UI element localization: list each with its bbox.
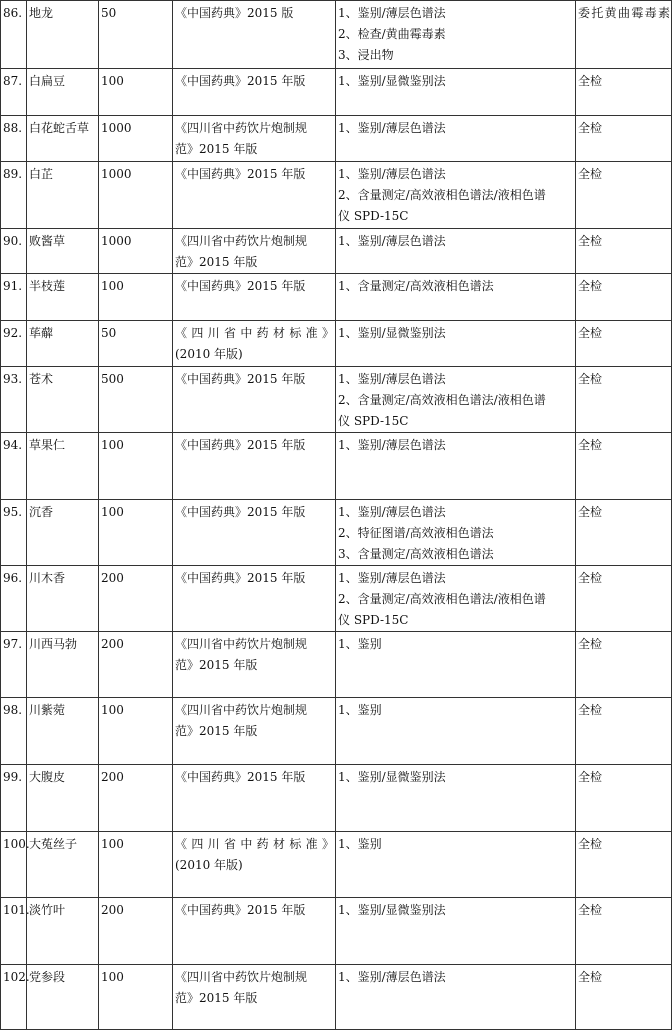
- row-number: 87.: [1, 69, 27, 116]
- row-number: 91.: [1, 274, 27, 321]
- row-number: 96.: [1, 566, 27, 632]
- table-row: [1, 433, 672, 500]
- table-row: [1, 965, 672, 1030]
- row-number: 88.: [1, 116, 27, 162]
- method-line: 仪 SPD-15C: [338, 414, 409, 428]
- table-body: [1, 1, 672, 1030]
- item-standard: [173, 566, 336, 632]
- standard-line: 《中国药典》2015 年版: [175, 167, 306, 181]
- testing-type: 全检: [576, 229, 672, 274]
- item-standard: [173, 367, 336, 433]
- standard-line: 范》2015 年版: [175, 142, 258, 156]
- standard-line: 《四川省中药饮片炮制规: [175, 637, 308, 651]
- item-methods: [336, 69, 576, 116]
- item-name: 川紫菀: [27, 698, 99, 765]
- testing-type: 全检: [576, 898, 672, 965]
- item-standard: [173, 116, 336, 162]
- standard-line: 《中国药典》2015 年版: [175, 74, 306, 88]
- table-row: [1, 274, 672, 321]
- item-methods: [336, 632, 576, 698]
- item-standard: [173, 69, 336, 116]
- standard-line: 《四川省中药材标准》: [175, 326, 334, 340]
- method-line: 2、检查/黄曲霉毒素: [338, 27, 446, 41]
- item-quantity: 100: [99, 274, 173, 321]
- testing-type: 全检: [576, 69, 672, 116]
- row-number: 94.: [1, 433, 27, 500]
- table-row: [1, 116, 672, 162]
- method-line: 2、含量测定/高效液相色谱法/液相色谱: [338, 592, 546, 606]
- item-methods: [336, 1, 576, 69]
- method-line: 1、鉴别/薄层色谱法: [338, 234, 446, 248]
- item-standard: [173, 1, 336, 69]
- item-standard: [173, 632, 336, 698]
- item-name: 地龙: [27, 1, 99, 69]
- item-quantity: 50: [99, 1, 173, 69]
- item-methods: [336, 162, 576, 229]
- testing-type-text: 委托黄曲霉毒素: [578, 6, 670, 20]
- item-name: 败酱草: [27, 229, 99, 274]
- item-standard: [173, 162, 336, 229]
- testing-type: 全检: [576, 433, 672, 500]
- item-methods: [336, 367, 576, 433]
- item-quantity: 100: [99, 500, 173, 566]
- row-number: 86.: [1, 1, 27, 69]
- item-name: 大腹皮: [27, 765, 99, 832]
- item-name: 白芷: [27, 162, 99, 229]
- row-number: 98.: [1, 698, 27, 765]
- standard-line: 《四川省中药饮片炮制规: [175, 121, 308, 135]
- item-quantity: 100: [99, 698, 173, 765]
- testing-type: [576, 1, 672, 69]
- item-standard: [173, 321, 336, 367]
- item-quantity: 100: [99, 965, 173, 1030]
- testing-type: 全检: [576, 832, 672, 898]
- method-line: 2、特征图谱/高效液相色谱法: [338, 526, 494, 540]
- method-line: 1、鉴别: [338, 703, 382, 717]
- item-standard: [173, 433, 336, 500]
- standard-line: 《四川省中药材标准》: [175, 837, 334, 851]
- item-methods: [336, 566, 576, 632]
- standard-line: 范》2015 年版: [175, 724, 258, 738]
- table-row: [1, 1, 672, 69]
- method-line: 1、鉴别/显微鉴别法: [338, 903, 446, 917]
- item-quantity: 100: [99, 832, 173, 898]
- item-quantity: 200: [99, 898, 173, 965]
- method-line: 1、鉴别/薄层色谱法: [338, 970, 446, 984]
- table-row: [1, 632, 672, 698]
- table-row: [1, 321, 672, 367]
- method-line: 2、含量测定/高效液相色谱法/液相色谱: [338, 393, 546, 407]
- item-standard: [173, 229, 336, 274]
- testing-type: 全检: [576, 965, 672, 1030]
- item-quantity: 200: [99, 632, 173, 698]
- standard-line: 《中国药典》2015 年版: [175, 505, 306, 519]
- standard-line: 《四川省中药饮片炮制规: [175, 703, 308, 717]
- item-standard: [173, 765, 336, 832]
- method-line: 1、鉴别/薄层色谱法: [338, 6, 446, 20]
- item-name: 大菟丝子: [27, 832, 99, 898]
- item-methods: [336, 965, 576, 1030]
- table-row: [1, 162, 672, 229]
- standard-line: (2010 年版): [175, 347, 243, 361]
- testing-type: 全检: [576, 698, 672, 765]
- testing-type: 全检: [576, 632, 672, 698]
- item-methods: [336, 832, 576, 898]
- table-row: [1, 229, 672, 274]
- item-methods: [336, 898, 576, 965]
- standard-line: 范》2015 年版: [175, 991, 258, 1005]
- item-standard: [173, 898, 336, 965]
- method-line: 1、鉴别/薄层色谱法: [338, 505, 446, 519]
- item-name: 苍术: [27, 367, 99, 433]
- item-standard: [173, 965, 336, 1030]
- row-number: 97.: [1, 632, 27, 698]
- method-line: 1、鉴别/显微鉴别法: [338, 326, 446, 340]
- testing-type: 全检: [576, 765, 672, 832]
- table-row: [1, 698, 672, 765]
- item-methods: [336, 698, 576, 765]
- item-name: 沉香: [27, 500, 99, 566]
- method-line: 1、鉴别: [338, 637, 382, 651]
- row-number: 99.: [1, 765, 27, 832]
- standard-line: 《中国药典》2015 年版: [175, 438, 306, 452]
- row-number: 90.: [1, 229, 27, 274]
- method-line: 3、浸出物: [338, 48, 394, 62]
- testing-type: 全检: [576, 321, 672, 367]
- table-row: [1, 898, 672, 965]
- item-name: 淡竹叶: [27, 898, 99, 965]
- item-standard: [173, 274, 336, 321]
- testing-type: 全检: [576, 162, 672, 229]
- method-line: 1、含量测定/高效液相色谱法: [338, 279, 494, 293]
- item-name: 半枝莲: [27, 274, 99, 321]
- item-quantity: 100: [99, 433, 173, 500]
- standard-line: 《四川省中药饮片炮制规: [175, 234, 308, 248]
- standard-line: (2010 年版): [175, 858, 243, 872]
- standard-line: 范》2015 年版: [175, 658, 258, 672]
- item-name: 川西马勃: [27, 632, 99, 698]
- table-row: [1, 500, 672, 566]
- standard-line: 《中国药典》2015 年版: [175, 903, 306, 917]
- table-row: [1, 765, 672, 832]
- item-methods: [336, 229, 576, 274]
- method-line: 1、鉴别/薄层色谱法: [338, 571, 446, 585]
- method-line: 1、鉴别/薄层色谱法: [338, 167, 446, 181]
- row-number: 93.: [1, 367, 27, 433]
- item-name: 川木香: [27, 566, 99, 632]
- standard-line: 《四川省中药饮片炮制规: [175, 970, 308, 984]
- row-number: 101.: [1, 898, 27, 965]
- row-number: 95.: [1, 500, 27, 566]
- method-line: 1、鉴别/显微鉴别法: [338, 770, 446, 784]
- row-number: 92.: [1, 321, 27, 367]
- item-methods: [336, 500, 576, 566]
- method-line: 1、鉴别/薄层色谱法: [338, 121, 446, 135]
- item-name: 荜薢: [27, 321, 99, 367]
- item-methods: [336, 765, 576, 832]
- standard-line: 《中国药典》2015 年版: [175, 372, 306, 386]
- item-quantity: 500: [99, 367, 173, 433]
- item-quantity: 200: [99, 765, 173, 832]
- standard-line: 《中国药典》2015 年版: [175, 279, 306, 293]
- item-name: 白扁豆: [27, 69, 99, 116]
- item-methods: [336, 433, 576, 500]
- method-line: 1、鉴别/薄层色谱法: [338, 372, 446, 386]
- row-number: 102.: [1, 965, 27, 1030]
- item-quantity: 100: [99, 69, 173, 116]
- testing-type: 全检: [576, 566, 672, 632]
- item-methods: [336, 116, 576, 162]
- item-quantity: 1000: [99, 116, 173, 162]
- method-line: 仪 SPD-15C: [338, 613, 409, 627]
- table-row: [1, 367, 672, 433]
- method-line: 3、含量测定/高效液相色谱法: [338, 547, 494, 561]
- row-number: 100.: [1, 832, 27, 898]
- testing-type: 全检: [576, 116, 672, 162]
- item-methods: [336, 321, 576, 367]
- item-standard: [173, 500, 336, 566]
- item-quantity: 50: [99, 321, 173, 367]
- standard-line: 范》2015 年版: [175, 255, 258, 269]
- testing-type: 全检: [576, 274, 672, 321]
- standard-line: 《中国药典》2015 年版: [175, 770, 306, 784]
- item-standard: [173, 832, 336, 898]
- table-row: [1, 832, 672, 898]
- row-number: 89.: [1, 162, 27, 229]
- testing-type: 全检: [576, 367, 672, 433]
- testing-type: 全检: [576, 500, 672, 566]
- standard-line: 《中国药典》2015 年版: [175, 571, 306, 585]
- method-line: 1、鉴别/显微鉴别法: [338, 74, 446, 88]
- method-line: 仪 SPD-15C: [338, 209, 409, 223]
- item-name: 党参段: [27, 965, 99, 1030]
- table-row: [1, 69, 672, 116]
- table-row: [1, 566, 672, 632]
- item-quantity: 1000: [99, 229, 173, 274]
- item-methods: [336, 274, 576, 321]
- item-quantity: 1000: [99, 162, 173, 229]
- item-standard: [173, 698, 336, 765]
- item-name: 白花蛇舌草: [27, 116, 99, 162]
- method-line: 1、鉴别/薄层色谱法: [338, 438, 446, 452]
- item-name: 草果仁: [27, 433, 99, 500]
- standard-line: 《中国药典》2015 版: [175, 6, 294, 20]
- item-quantity: 200: [99, 566, 173, 632]
- method-line: 2、含量测定/高效液相色谱法/液相色谱: [338, 188, 546, 202]
- method-line: 1、鉴别: [338, 837, 382, 851]
